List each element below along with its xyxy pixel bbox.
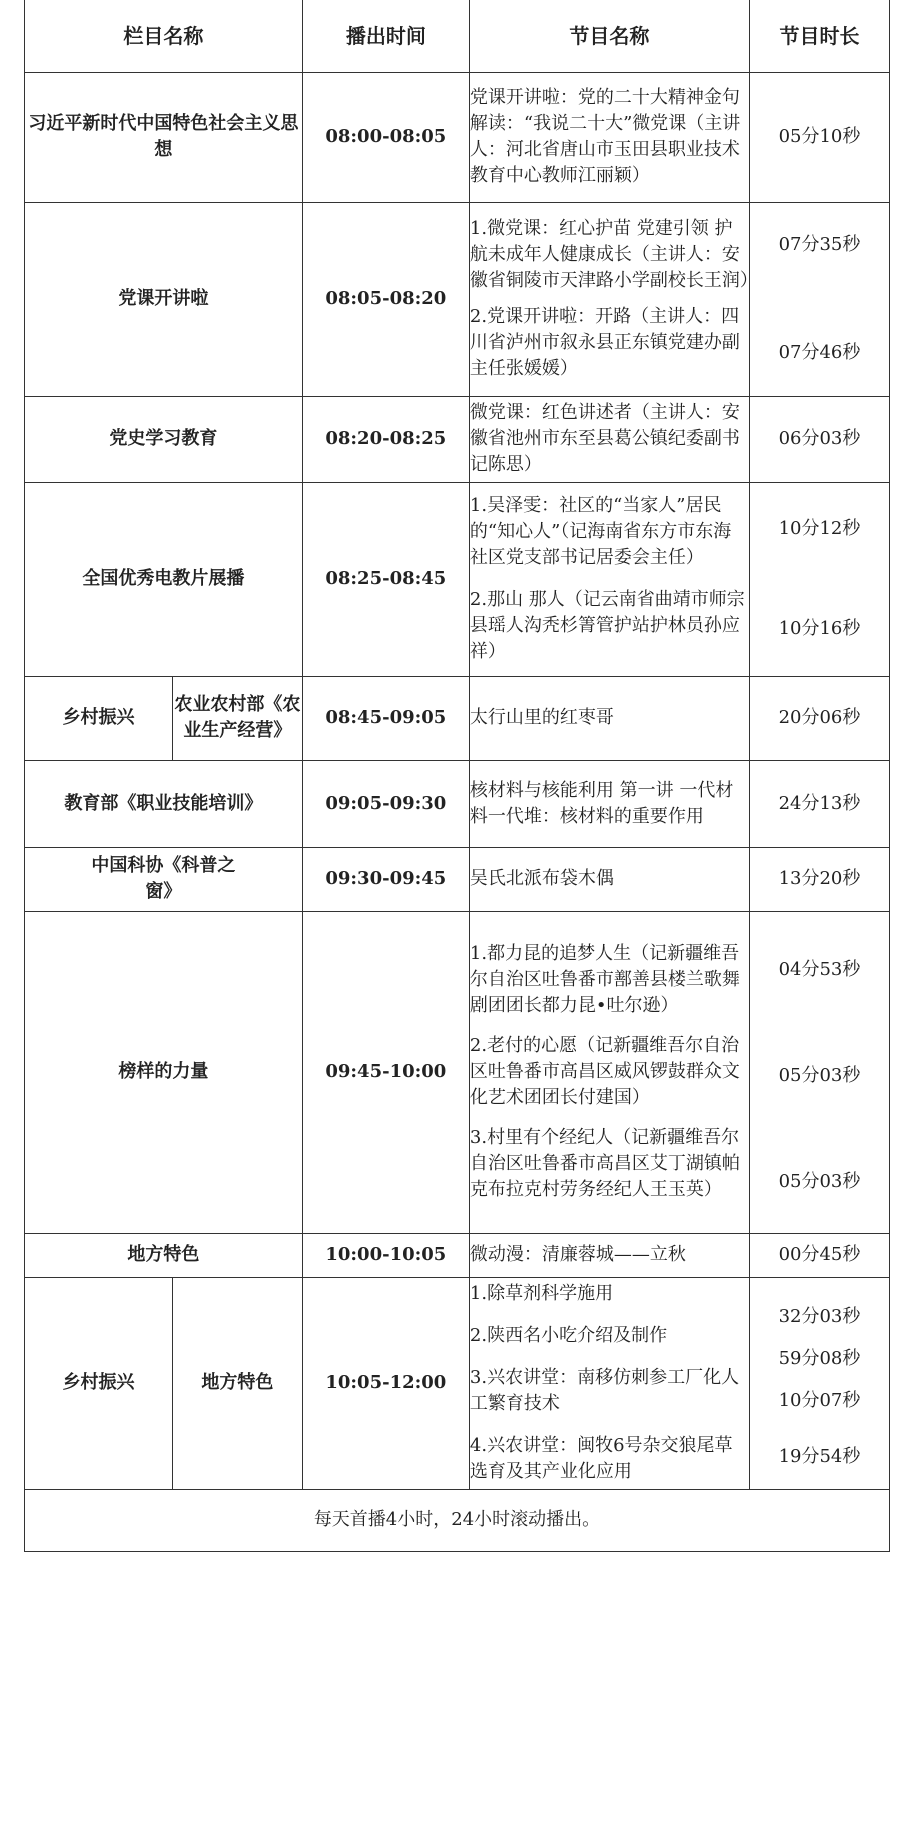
- program-item: 3.村里有个经纪人（记新疆维吾尔自治区吐鲁番市高昌区艾丁湖镇帕克布拉克村劳务经纪人王玉英）: [469, 1127, 740, 1200]
- row-program: [469, 396, 749, 482]
- table-row: [25, 1233, 890, 1277]
- table-row: [25, 760, 890, 847]
- row-duration: 20分06秒: [749, 676, 889, 760]
- duration-item: 10分16秒: [778, 618, 861, 639]
- table-row: [25, 482, 890, 676]
- duration-item: 59分08秒: [778, 1348, 861, 1369]
- row-category: 党课开讲啦: [25, 202, 303, 396]
- duration-item: 19分54秒: [778, 1446, 861, 1467]
- header-row: [25, 0, 890, 72]
- program-item: 3.兴农讲堂：南移仿刺参工厂化人工繁育技术: [469, 1367, 740, 1414]
- row-subcategory: 地方特色: [172, 1277, 302, 1489]
- row-program: [469, 482, 749, 676]
- row-category: [25, 847, 303, 911]
- program-item: 吴氏北派布袋木偶: [469, 868, 614, 889]
- program-item: 2.老付的心愿（记新疆维吾尔自治区吐鲁番市高昌区威风锣鼓群众文化艺术团团长付建国）: [469, 1035, 740, 1108]
- row-duration: 05分10秒: [749, 72, 889, 202]
- row-time: 09:05-09:30: [302, 760, 469, 847]
- program-item: 2.陕西名小吃介绍及制作: [469, 1325, 668, 1346]
- row-subcategory: [172, 676, 302, 760]
- program-item: 核材料与核能利用 第一讲 一代材料一代堆：核材料的重要作用: [469, 779, 734, 827]
- program-item: 党课开讲啦：党的二十大精神金句解读：“我说二十大”微党课（主讲人：河北省唐山市玉田县职业技术教育中心教师江丽颖）: [469, 87, 741, 186]
- row-duration: [749, 202, 889, 396]
- footer-row: [25, 1489, 890, 1551]
- row-program: [469, 202, 758, 396]
- table-row: [25, 202, 890, 396]
- table-row: [25, 847, 890, 911]
- subcategory-text: 农业农村部《农业生产经营》: [174, 694, 301, 741]
- row-time: 08:05-08:20: [302, 202, 469, 396]
- row-program: [469, 72, 749, 202]
- row-program: [469, 911, 749, 1233]
- program-item: 2.那山 那人（记云南省曲靖市师宗县瑶人沟秃杉箐管护站护林员孙应祥）: [469, 589, 745, 662]
- duration-item: 04分53秒: [778, 959, 861, 980]
- row-category: 党史学习教育: [25, 396, 303, 482]
- program-item: 微动漫：清廉蓉城——立秋: [469, 1244, 686, 1265]
- row-duration: [749, 1277, 889, 1489]
- row-duration: 13分20秒: [749, 847, 889, 911]
- duration-item: 07分35秒: [778, 234, 861, 255]
- duration-item: 10分12秒: [778, 518, 861, 539]
- row-category: 榜样的力量: [25, 911, 303, 1233]
- program-item: 1.微党课：红心护苗 党建引领 护航未成年人健康成长（主讲人：安徽省铜陵市天津路小学副校长王润）: [469, 218, 758, 291]
- row-category: [25, 760, 303, 847]
- table-row: [25, 1277, 890, 1489]
- duration-item: 05分03秒: [778, 1171, 861, 1192]
- header-program: 节目名称: [469, 0, 749, 72]
- table-row: [25, 396, 890, 482]
- row-time: 08:45-09:05: [302, 676, 469, 760]
- footer-note: 每天首播4小时，24小时滚动播出。: [25, 1489, 890, 1551]
- schedule-table: [24, 0, 890, 1552]
- row-category: 乡村振兴: [25, 1277, 173, 1489]
- table-row: [25, 911, 890, 1233]
- row-duration: 24分13秒: [749, 760, 889, 847]
- program-item: 1.吴泽雯：社区的“当家人”居民的“知心人”（记海南省东方市东海社区党支部书记居委会主任）: [469, 495, 732, 568]
- row-category: 习近平新时代中国特色社会主义思想: [25, 72, 303, 202]
- header-time: 播出时间: [302, 0, 469, 72]
- row-time: 09:45-10:00: [302, 911, 469, 1233]
- row-program: [469, 1277, 749, 1489]
- program-item: 微党课：红色讲述者（主讲人：安徽省池州市东至县葛公镇纪委副书记陈思）: [469, 402, 740, 475]
- table-row: [25, 676, 890, 760]
- row-program: [469, 760, 749, 847]
- row-category: 乡村振兴: [25, 676, 173, 760]
- row-duration: 06分03秒: [749, 396, 889, 482]
- program-item: 1.除草剂科学施用: [469, 1283, 614, 1304]
- row-duration: [749, 911, 889, 1233]
- table-row: [25, 72, 890, 202]
- row-time: 10:05-12:00: [302, 1277, 469, 1489]
- row-program: [469, 676, 749, 760]
- row-time: 08:20-08:25: [302, 396, 469, 482]
- row-time: 10:00-10:05: [302, 1233, 469, 1277]
- row-category: 全国优秀电教片展播: [25, 482, 303, 676]
- category-text: 教育部《职业技能培训》: [64, 792, 263, 814]
- row-category: 地方特色: [25, 1233, 303, 1277]
- duration-item: 10分07秒: [778, 1390, 861, 1411]
- category-text: 中国科协《科普之窗》: [91, 855, 236, 902]
- program-item: 2.党课开讲啦：开路（主讲人：四川省泸州市叙永县正东镇党建办副主任张媛媛）: [469, 306, 740, 379]
- row-duration: [749, 482, 889, 676]
- row-time: 08:00-08:05: [302, 72, 469, 202]
- duration-item: 07分46秒: [778, 342, 861, 363]
- program-item: 4.兴农讲堂：闽牧6号杂交狼尾草选育及其产业化应用: [469, 1435, 733, 1482]
- row-time: 09:30-09:45: [302, 847, 469, 911]
- duration-item: 32分03秒: [778, 1306, 861, 1327]
- row-duration: 00分45秒: [749, 1233, 889, 1277]
- row-program: [469, 1233, 749, 1277]
- row-time: 08:25-08:45: [302, 482, 469, 676]
- header-duration: 节目时长: [749, 0, 889, 72]
- program-item: 1.都力昆的追梦人生（记新疆维吾尔自治区吐鲁番市鄯善县楼兰歌舞剧团团长都力昆•吐尔逊）: [469, 943, 740, 1016]
- header-column: 栏目名称: [25, 0, 303, 72]
- row-program: [469, 847, 749, 911]
- duration-item: 05分03秒: [778, 1065, 861, 1086]
- program-item: 太行山里的红枣哥: [469, 707, 614, 728]
